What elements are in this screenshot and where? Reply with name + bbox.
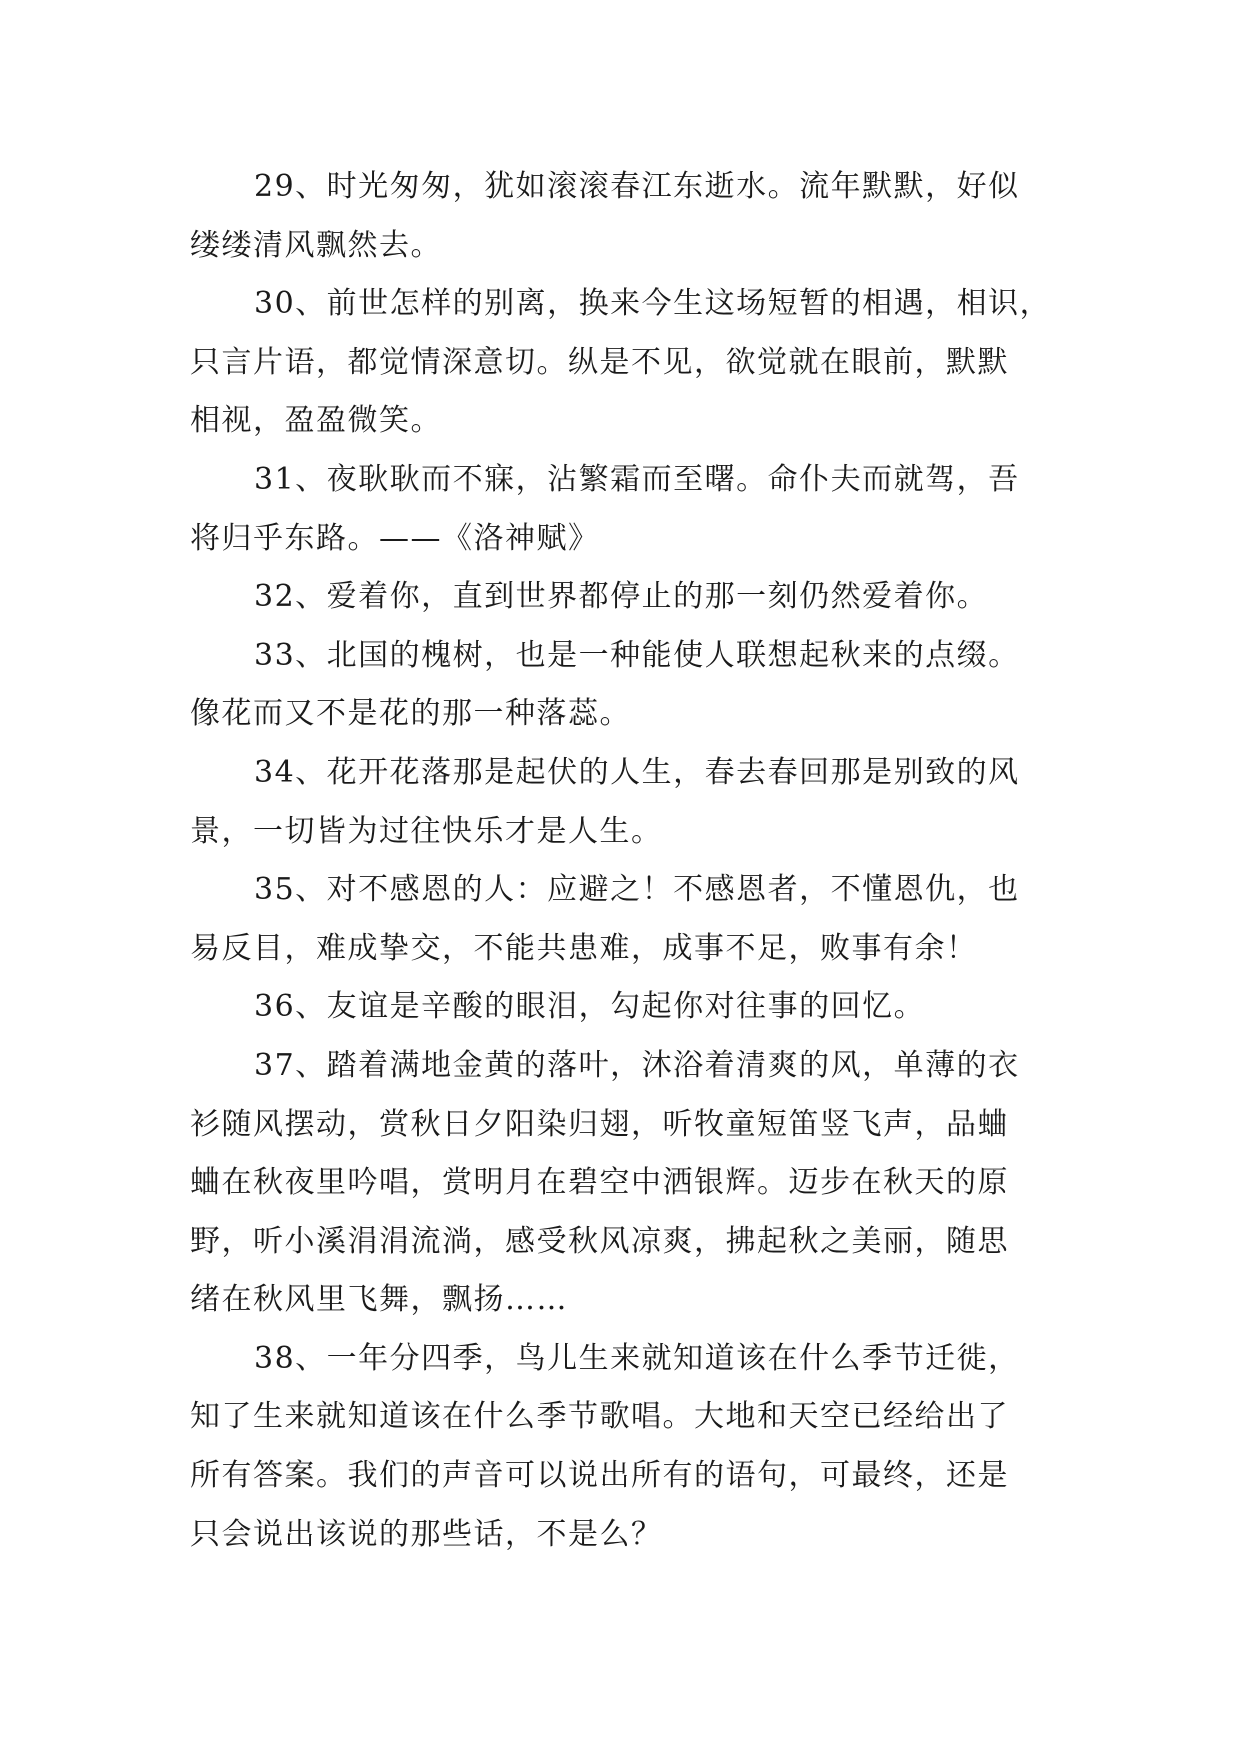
paragraph-first-line: 32、爱着你，直到世界都停止的那一刻仍然爱着你。 bbox=[254, 579, 989, 615]
paragraph-first-line: 34、花开花落那是起伏的人生，春去春回那是别致的风 bbox=[254, 754, 1020, 790]
paragraph-line: 蛐在秋夜里吟唱，赏明月在碧空中洒银辉。迈步在秋天的原 bbox=[190, 1165, 1009, 1201]
paragraph-line: 相视，盈盈微笑。 bbox=[190, 403, 442, 439]
paragraph-first-line: 36、友谊是辛酸的眼泪，勾起你对往事的回忆。 bbox=[254, 989, 926, 1025]
paragraph-line: 知了生来就知道该在什么季节歌唱。大地和天空已经给出了 bbox=[190, 1399, 1009, 1435]
paragraph-line: 绪在秋风里飞舞，飘扬…… bbox=[190, 1282, 568, 1318]
paragraph-first-line: 33、北国的槐树，也是一种能使人联想起秋来的点缀。 bbox=[254, 637, 1020, 673]
paragraph-line: 景，一切皆为过往快乐才是人生。 bbox=[190, 813, 663, 849]
paragraph-first-line: 31、夜耿耿而不寐，沾繁霜而至曙。命仆夫而就驾，吾 bbox=[254, 461, 1020, 497]
document-body bbox=[190, 158, 1060, 1564]
paragraph-line: 只会说出该说的那些话，不是么？ bbox=[190, 1516, 663, 1552]
paragraph-line: 缕缕清风飘然去。 bbox=[190, 227, 442, 263]
paragraph-first-line: 29、时光匆匆，犹如滚滚春江东逝水。流年默默，好似 bbox=[254, 169, 1020, 204]
paragraph-line: 只言片语，都觉情深意切。纵是不见，欲觉就在眼前，默默 bbox=[190, 344, 1009, 380]
paragraph-line: 易反目，难成挚交，不能共患难，成事不足，败事有余！ bbox=[190, 930, 978, 966]
paragraph-first-line: 30、前世怎样的别离，换来今生这场短暂的相遇，相识， bbox=[254, 286, 1052, 322]
paragraph-line: 所有答案。我们的声音可以说出所有的语句，可最终，还是 bbox=[190, 1458, 1009, 1494]
paragraph-first-line: 38、一年分四季，鸟儿生来就知道该在什么季节迁徙， bbox=[254, 1340, 1020, 1376]
paragraph-first-line: 35、对不感恩的人：应避之！不感恩者，不懂恩仇，也 bbox=[254, 872, 1020, 908]
paragraph-line: 像花而又不是花的那一种落蕊。 bbox=[190, 696, 631, 732]
paragraph-line: 野，听小溪涓涓流淌，感受秋风凉爽，拂起秋之美丽，随思 bbox=[190, 1223, 1009, 1259]
paragraph-line: 衫随风摆动，赏秋日夕阳染归翅，听牧童短笛竖飞声，品蛐 bbox=[190, 1106, 1009, 1142]
paragraph-first-line: 37、踏着满地金黄的落叶，沐浴着清爽的风，单薄的衣 bbox=[254, 1047, 1020, 1083]
paragraph-line: 将归乎东路。——《洛神赋》 bbox=[190, 520, 600, 556]
